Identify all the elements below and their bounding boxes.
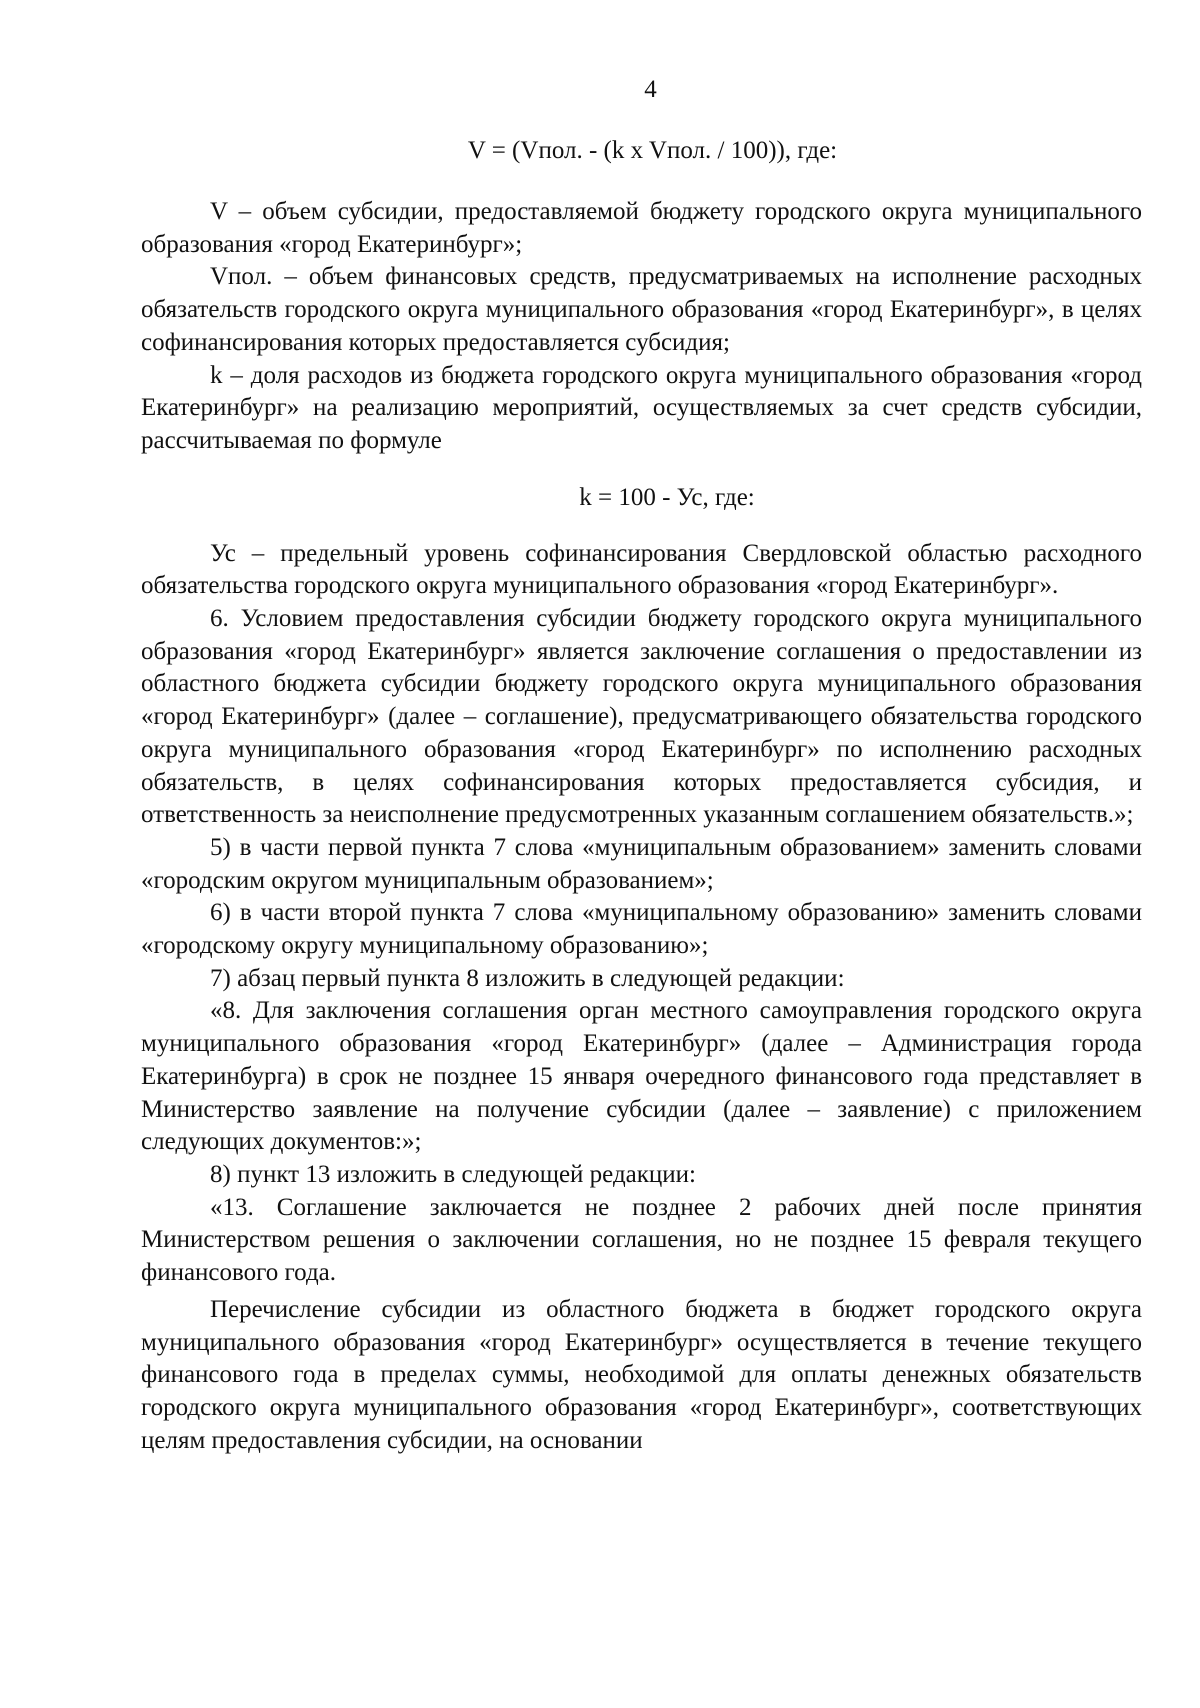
formula-v: V = (Vпол. - (k x Vпол. / 100)), где:	[467, 137, 838, 164]
paragraph-us-definition: Ус – предельный уровень софинансирования Свердловской областью расходного обязательства городского округа муниципального образования «город Екатеринбург».	[141, 539, 1142, 600]
paragraph-amendment-8: 8) пункт 13 изложить в следующей редакции:	[210, 1160, 696, 1188]
paragraph-vpol-definition: Vпол. – объем финансовых средств, предусматриваемых на исполнение расходных обязательств городского округа муниципального образования «город Екатеринбург», в целях софинансирования которых предоставляется субсидия;	[141, 263, 1142, 356]
paragraph-item-8: «8. Для заключения соглашения орган местного самоуправления городского округа муниципального образования «город Екатеринбург» (далее – Администрация города Екатеринбурга) в срок не позднее 15 января очередного финансового года представляет в Министерство заявление на получение субсидии (далее – заявление) с приложением следующих документов:»;	[141, 997, 1142, 1156]
paragraph-amendment-6: 6) в части второй пункта 7 слова «муниципальному образованию» заменить словами «городскому округу муниципальному образованию»;	[141, 899, 1142, 960]
paragraph-amendment-5: 5) в части первой пункта 7 слова «муниципальным образованием» заменить словами «городским округом муниципальным образованием»;	[141, 833, 1142, 894]
paragraph-transfer: Перечисление субсидии из областного бюджета в бюджет городского округа муниципального образования «город Екатеринбург» осуществляется в течение текущего финансового года в пределах суммы, необходимой для оплаты денежных обязательств городского округа муниципального образования «город Екатеринбург», соответствующих целям предоставления субсидии, на основании	[141, 1295, 1142, 1454]
paragraph-amendment-7: 7) абзац первый пункта 8 изложить в следующей редакции:	[210, 964, 845, 992]
paragraph-k-definition: k – доля расходов из бюджета городского округа муниципального образования «город Екатеринбург» на реализацию мероприятий, осуществляемых за счет средств субсидии, рассчитываемая по формуле	[141, 361, 1142, 454]
paragraph-item-13: «13. Соглашение заключается не позднее 2 рабочих дней после принятия Министерством решения о заключении соглашения, но не позднее 15 февраля текущего финансового года.	[141, 1193, 1142, 1287]
formula-k: k = 100 - Ус, где:	[579, 483, 755, 511]
page-number: 4	[644, 76, 657, 103]
paragraph-item-6: 6. Условием предоставления субсидии бюджету городского округа муниципального образования «город Екатеринбург» является заключение соглашения о предоставлении из областного бюджета субсидии бюджету городского округа муниципального образования «город Екатеринбург» (далее – соглашение), предусматривающего обязательства городского округа муниципального образования «город Екатеринбург» по исполнению расходных обязательств, в целях софинансирования которых предоставляется субсидия, и ответственность за неисполнение предусмотренных указанным соглашением обязательств.»;	[141, 605, 1142, 829]
paragraph-v-definition: V – объем субсидии, предоставляемой бюджету городского округа муниципального образования «город Екатеринбург»;	[141, 198, 1142, 258]
document-page	[141, 74, 1142, 1457]
